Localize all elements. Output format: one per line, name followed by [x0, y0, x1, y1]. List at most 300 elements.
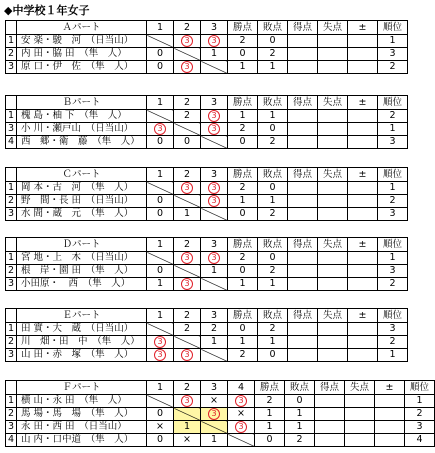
table-row — [6, 48, 408, 61]
header-conceded: 失点 — [318, 168, 348, 182]
rank: 3 — [378, 208, 408, 221]
points-scored — [315, 434, 345, 447]
match-result-cell — [147, 421, 174, 434]
match-result-cell — [174, 252, 201, 265]
loss-points: 2 — [258, 265, 288, 278]
match-result-cell — [174, 323, 201, 336]
loss-points: 2 — [285, 434, 315, 447]
points-conceded — [318, 336, 348, 349]
match-result-cell — [201, 336, 228, 349]
header-rank: 順位 — [378, 168, 408, 182]
league-table — [5, 95, 408, 149]
row-index: 2 — [6, 336, 17, 349]
point-difference — [348, 182, 378, 195]
self-match-cell — [201, 421, 228, 434]
header-rank: 順位 — [378, 21, 408, 35]
rank: 2 — [405, 408, 435, 421]
match-result-cell — [174, 182, 201, 195]
rank: 2 — [378, 336, 408, 349]
match-result-cell — [201, 265, 228, 278]
score-value: 0 — [156, 48, 164, 59]
points-scored — [288, 195, 318, 208]
self-match-cell — [201, 208, 228, 221]
header-rank: 順位 — [378, 309, 408, 323]
self-match-cell — [201, 61, 228, 74]
row-index: 2 — [6, 48, 17, 61]
header-scored: 得点 — [288, 168, 318, 182]
match-result-cell — [147, 434, 174, 447]
player-pair-name: 内 田・脇 田 （隼 人） — [17, 48, 147, 61]
loss-points: 1 — [258, 110, 288, 123]
match-result-cell — [174, 278, 201, 291]
win-score-mark: 3 — [181, 349, 193, 361]
rank: 2 — [378, 110, 408, 123]
header-diff: ± — [348, 168, 378, 182]
points-conceded — [318, 208, 348, 221]
match-result-cell — [201, 252, 228, 265]
row-index: 3 — [6, 421, 17, 434]
rank: 4 — [405, 434, 435, 447]
row-index: 1 — [6, 395, 17, 408]
pool-name: Ｂパート — [17, 96, 147, 110]
win-points: 1 — [255, 408, 285, 421]
row-index: 2 — [6, 408, 17, 421]
score-value: × — [210, 395, 218, 406]
row-index: 1 — [6, 110, 17, 123]
row-index: 3 — [6, 349, 17, 362]
points-scored — [288, 123, 318, 136]
loss-points: 0 — [258, 182, 288, 195]
points-conceded — [318, 349, 348, 362]
table-row — [6, 182, 408, 195]
player-pair-name: 馬 場・馬 場 （隼 人） — [17, 408, 147, 421]
table-row — [6, 421, 435, 434]
header-win-pts: 勝点 — [228, 238, 258, 252]
player-pair-name: 永 田・西 田 （日当山） — [17, 421, 147, 434]
pool-name: Ｅパート — [17, 309, 147, 323]
match-result-cell — [201, 182, 228, 195]
self-match-cell — [201, 136, 228, 149]
loss-points: 1 — [258, 336, 288, 349]
rank: 3 — [378, 265, 408, 278]
player-pair-name: 西 郷・衛 藤 （隼 人） — [17, 136, 147, 149]
pool-name: Ｄパート — [17, 238, 147, 252]
header-diff: ± — [348, 96, 378, 110]
loss-points: 2 — [258, 208, 288, 221]
point-difference — [348, 195, 378, 208]
self-match-cell — [174, 336, 201, 349]
header-win-pts: 勝点 — [228, 21, 258, 35]
opponent-column-header: 1 — [147, 309, 174, 323]
opponent-column-header: 2 — [174, 168, 201, 182]
table-row — [6, 336, 408, 349]
self-match-cell — [174, 123, 201, 136]
match-result-cell — [147, 195, 174, 208]
point-difference — [348, 278, 378, 291]
score-value: × — [237, 408, 245, 419]
score-value: 0 — [156, 408, 164, 419]
row-index: 2 — [6, 265, 17, 278]
win-score-mark: 3 — [154, 123, 166, 135]
match-result-cell — [147, 123, 174, 136]
win-points: 1 — [228, 61, 258, 74]
table-row — [6, 395, 435, 408]
win-points: 0 — [228, 48, 258, 61]
header-conceded: 失点 — [318, 309, 348, 323]
row-index: 1 — [6, 182, 17, 195]
player-pair-name: 田 實・大 蔵 （日当山） — [17, 323, 147, 336]
points-conceded — [345, 408, 375, 421]
points-conceded — [345, 421, 375, 434]
table-row — [6, 323, 408, 336]
header-loss-pts: 敗点 — [285, 381, 315, 395]
row-index: 3 — [6, 278, 17, 291]
points-conceded — [318, 278, 348, 291]
point-difference — [375, 395, 405, 408]
win-score-mark: 3 — [181, 278, 193, 290]
header-scored: 得点 — [288, 96, 318, 110]
point-difference — [348, 35, 378, 48]
match-result-cell — [201, 48, 228, 61]
self-match-cell — [147, 395, 174, 408]
win-points: 2 — [255, 395, 285, 408]
header-win-pts: 勝点 — [255, 381, 285, 395]
rank: 2 — [378, 61, 408, 74]
win-points: 2 — [228, 252, 258, 265]
self-match-cell — [201, 278, 228, 291]
table-row — [6, 265, 408, 278]
loss-points: 1 — [285, 408, 315, 421]
header-loss-pts: 敗点 — [258, 168, 288, 182]
win-points: 1 — [228, 195, 258, 208]
point-difference — [348, 349, 378, 362]
league-table — [5, 380, 435, 447]
pool-name: Ｆパート — [17, 381, 147, 395]
header-blank — [6, 168, 17, 182]
point-difference — [348, 323, 378, 336]
opponent-column-header: 1 — [147, 381, 174, 395]
points-conceded — [318, 61, 348, 74]
self-match-cell — [147, 323, 174, 336]
points-scored — [315, 395, 345, 408]
loss-points: 1 — [258, 61, 288, 74]
score-value: 2 — [183, 110, 191, 121]
loss-points: 0 — [258, 123, 288, 136]
match-result-cell — [228, 421, 255, 434]
player-pair-name: 岡 本・古 河 （隼 人） — [17, 182, 147, 195]
points-conceded — [345, 434, 375, 447]
match-result-cell — [201, 110, 228, 123]
player-pair-name: 安 楽・駿 河 （日当山） — [17, 35, 147, 48]
match-result-cell — [147, 408, 174, 421]
win-score-mark: 3 — [208, 195, 220, 207]
match-result-cell — [147, 61, 174, 74]
match-result-cell — [174, 110, 201, 123]
header-loss-pts: 敗点 — [258, 21, 288, 35]
points-scored — [288, 252, 318, 265]
header-rank: 順位 — [378, 96, 408, 110]
win-score-mark: 3 — [208, 110, 220, 122]
match-result-cell — [201, 323, 228, 336]
rank: 3 — [378, 323, 408, 336]
points-conceded — [318, 48, 348, 61]
opponent-column-header: 3 — [201, 238, 228, 252]
win-score-mark: 3 — [154, 349, 166, 361]
loss-points: 1 — [285, 421, 315, 434]
loss-points: 2 — [258, 136, 288, 149]
win-score-mark: 3 — [181, 395, 193, 407]
points-scored — [288, 265, 318, 278]
match-result-cell — [228, 408, 255, 421]
table-row — [6, 195, 408, 208]
match-result-cell — [174, 421, 201, 434]
win-score-mark: 3 — [181, 35, 193, 47]
match-result-cell — [201, 408, 228, 421]
opponent-column-header: 2 — [174, 96, 201, 110]
header-conceded: 失点 — [318, 96, 348, 110]
score-value: 0 — [156, 195, 164, 206]
win-score-mark: 3 — [208, 35, 220, 47]
player-pair-name: 小 川・瀬戸山 （日当山） — [17, 123, 147, 136]
match-result-cell — [147, 136, 174, 149]
row-index: 3 — [6, 61, 17, 74]
player-pair-name: 山 田・赤 塚 （隼 人） — [17, 349, 147, 362]
self-match-cell — [147, 35, 174, 48]
player-pair-name: 野 間・長 田 （日当山） — [17, 195, 147, 208]
header-loss-pts: 敗点 — [258, 96, 288, 110]
points-conceded — [318, 123, 348, 136]
points-scored — [288, 208, 318, 221]
rank: 1 — [378, 123, 408, 136]
opponent-column-header: 4 — [228, 381, 255, 395]
rank: 1 — [378, 182, 408, 195]
player-pair-name: 小田原・ 西 （隼 人） — [17, 278, 147, 291]
rank: 1 — [378, 35, 408, 48]
match-result-cell — [201, 395, 228, 408]
points-conceded — [318, 35, 348, 48]
win-points: 2 — [228, 349, 258, 362]
point-difference — [348, 336, 378, 349]
table-row — [6, 61, 408, 74]
loss-points: 2 — [258, 323, 288, 336]
point-difference — [348, 265, 378, 278]
rank: 3 — [378, 136, 408, 149]
win-score-mark: 3 — [235, 395, 247, 407]
opponent-column-header: 1 — [147, 21, 174, 35]
win-score-mark: 3 — [154, 336, 166, 348]
row-index: 4 — [6, 136, 17, 149]
league-table — [5, 308, 408, 362]
league-table — [5, 167, 408, 221]
match-result-cell — [201, 434, 228, 447]
point-difference — [348, 48, 378, 61]
points-conceded — [318, 195, 348, 208]
header-scored: 得点 — [288, 21, 318, 35]
match-result-cell — [147, 349, 174, 362]
loss-points: 2 — [258, 48, 288, 61]
score-value: 0 — [156, 434, 164, 445]
point-difference — [348, 208, 378, 221]
table-row — [6, 110, 408, 123]
header-win-pts: 勝点 — [228, 309, 258, 323]
win-points: 0 — [228, 323, 258, 336]
rank: 3 — [378, 48, 408, 61]
opponent-column-header: 1 — [147, 238, 174, 252]
match-result-cell — [147, 265, 174, 278]
points-scored — [288, 323, 318, 336]
header-blank — [6, 96, 17, 110]
opponent-column-header: 2 — [174, 238, 201, 252]
player-pair-name: 原 口・伊 佐 （隼 人） — [17, 61, 147, 74]
rank: 1 — [405, 395, 435, 408]
self-match-cell — [174, 48, 201, 61]
win-points: 2 — [228, 35, 258, 48]
match-result-cell — [147, 278, 174, 291]
opponent-column-header: 3 — [201, 309, 228, 323]
point-difference — [348, 123, 378, 136]
rank: 1 — [378, 349, 408, 362]
win-points: 0 — [228, 265, 258, 278]
score-value: 1 — [210, 48, 218, 59]
score-value: 0 — [156, 265, 164, 276]
loss-points: 1 — [258, 195, 288, 208]
score-value: × — [156, 421, 164, 432]
pool-name: Ａパート — [17, 21, 147, 35]
opponent-column-header: 3 — [201, 21, 228, 35]
win-score-mark: 3 — [181, 61, 193, 73]
loss-points: 0 — [258, 349, 288, 362]
table-row — [6, 208, 408, 221]
match-result-cell — [174, 395, 201, 408]
self-match-cell — [228, 434, 255, 447]
opponent-column-header: 2 — [174, 309, 201, 323]
loss-points: 0 — [285, 395, 315, 408]
points-scored — [315, 421, 345, 434]
match-result-cell — [174, 349, 201, 362]
player-pair-name: 水 間・蔵 元 （隼 人） — [17, 208, 147, 221]
table-row — [6, 252, 408, 265]
points-conceded — [318, 323, 348, 336]
match-result-cell — [228, 395, 255, 408]
header-win-pts: 勝点 — [228, 96, 258, 110]
score-value: 2 — [210, 323, 218, 334]
score-value: 1 — [210, 265, 218, 276]
row-index: 1 — [6, 35, 17, 48]
header-scored: 得点 — [288, 309, 318, 323]
header-rank: 順位 — [378, 238, 408, 252]
page-title: ◆中学校１年女子 — [4, 4, 90, 17]
player-pair-name: 山 内・口中道 （隼 人） — [17, 434, 147, 447]
self-match-cell — [174, 195, 201, 208]
player-pair-name: 横 山・永 田 （隼 人） — [17, 395, 147, 408]
point-difference — [375, 421, 405, 434]
score-value: 0 — [156, 208, 164, 219]
points-scored — [288, 278, 318, 291]
self-match-cell — [147, 252, 174, 265]
win-score-mark: 3 — [208, 252, 220, 264]
header-blank — [6, 381, 17, 395]
win-score-mark: 3 — [181, 252, 193, 264]
header-diff: ± — [348, 309, 378, 323]
win-points: 1 — [228, 336, 258, 349]
win-points: 2 — [228, 182, 258, 195]
self-match-cell — [201, 349, 228, 362]
win-points: 0 — [228, 208, 258, 221]
row-index: 4 — [6, 434, 17, 447]
match-result-cell — [147, 48, 174, 61]
win-points: 2 — [228, 123, 258, 136]
score-value: 1 — [156, 278, 164, 289]
points-scored — [288, 35, 318, 48]
points-scored — [288, 48, 318, 61]
score-value: 0 — [183, 136, 191, 147]
points-conceded — [318, 265, 348, 278]
league-table — [5, 20, 408, 74]
opponent-column-header: 3 — [201, 381, 228, 395]
points-conceded — [345, 395, 375, 408]
match-result-cell — [147, 208, 174, 221]
self-match-cell — [174, 265, 201, 278]
win-score-mark: 3 — [208, 408, 220, 420]
row-index: 1 — [6, 323, 17, 336]
self-match-cell — [147, 110, 174, 123]
league-table — [5, 237, 408, 291]
win-points: 1 — [228, 110, 258, 123]
header-diff: ± — [348, 238, 378, 252]
score-value: 0 — [156, 61, 164, 72]
rank: 1 — [378, 252, 408, 265]
points-scored — [288, 136, 318, 149]
player-pair-name: 槐 島・柚 下 （隼 人） — [17, 110, 147, 123]
match-result-cell — [201, 35, 228, 48]
header-loss-pts: 敗点 — [258, 309, 288, 323]
opponent-column-header: 3 — [201, 96, 228, 110]
match-result-cell — [174, 61, 201, 74]
match-result-cell — [174, 136, 201, 149]
loss-points: 0 — [258, 252, 288, 265]
header-blank — [6, 238, 17, 252]
win-score-mark: 3 — [181, 182, 193, 194]
points-scored — [288, 61, 318, 74]
rank: 3 — [405, 421, 435, 434]
score-value: × — [183, 434, 191, 445]
table-row — [6, 408, 435, 421]
table-row — [6, 349, 408, 362]
match-result-cell — [147, 336, 174, 349]
loss-points: 1 — [258, 278, 288, 291]
match-result-cell — [201, 195, 228, 208]
header-loss-pts: 敗点 — [258, 238, 288, 252]
win-points: 1 — [255, 421, 285, 434]
match-result-cell — [201, 123, 228, 136]
point-difference — [375, 434, 405, 447]
score-value: 1 — [210, 434, 218, 445]
header-conceded: 失点 — [318, 21, 348, 35]
self-match-cell — [174, 408, 201, 421]
match-result-cell — [174, 208, 201, 221]
points-scored — [288, 182, 318, 195]
header-conceded: 失点 — [318, 238, 348, 252]
win-points: 0 — [228, 136, 258, 149]
pool-name: Ｃパート — [17, 168, 147, 182]
point-difference — [348, 252, 378, 265]
player-pair-name: 川 畑・田 中 （隼 人） — [17, 336, 147, 349]
opponent-column-header: 2 — [174, 21, 201, 35]
table-row — [6, 35, 408, 48]
header-scored: 得点 — [315, 381, 345, 395]
points-scored — [288, 349, 318, 362]
opponent-column-header: 1 — [147, 168, 174, 182]
